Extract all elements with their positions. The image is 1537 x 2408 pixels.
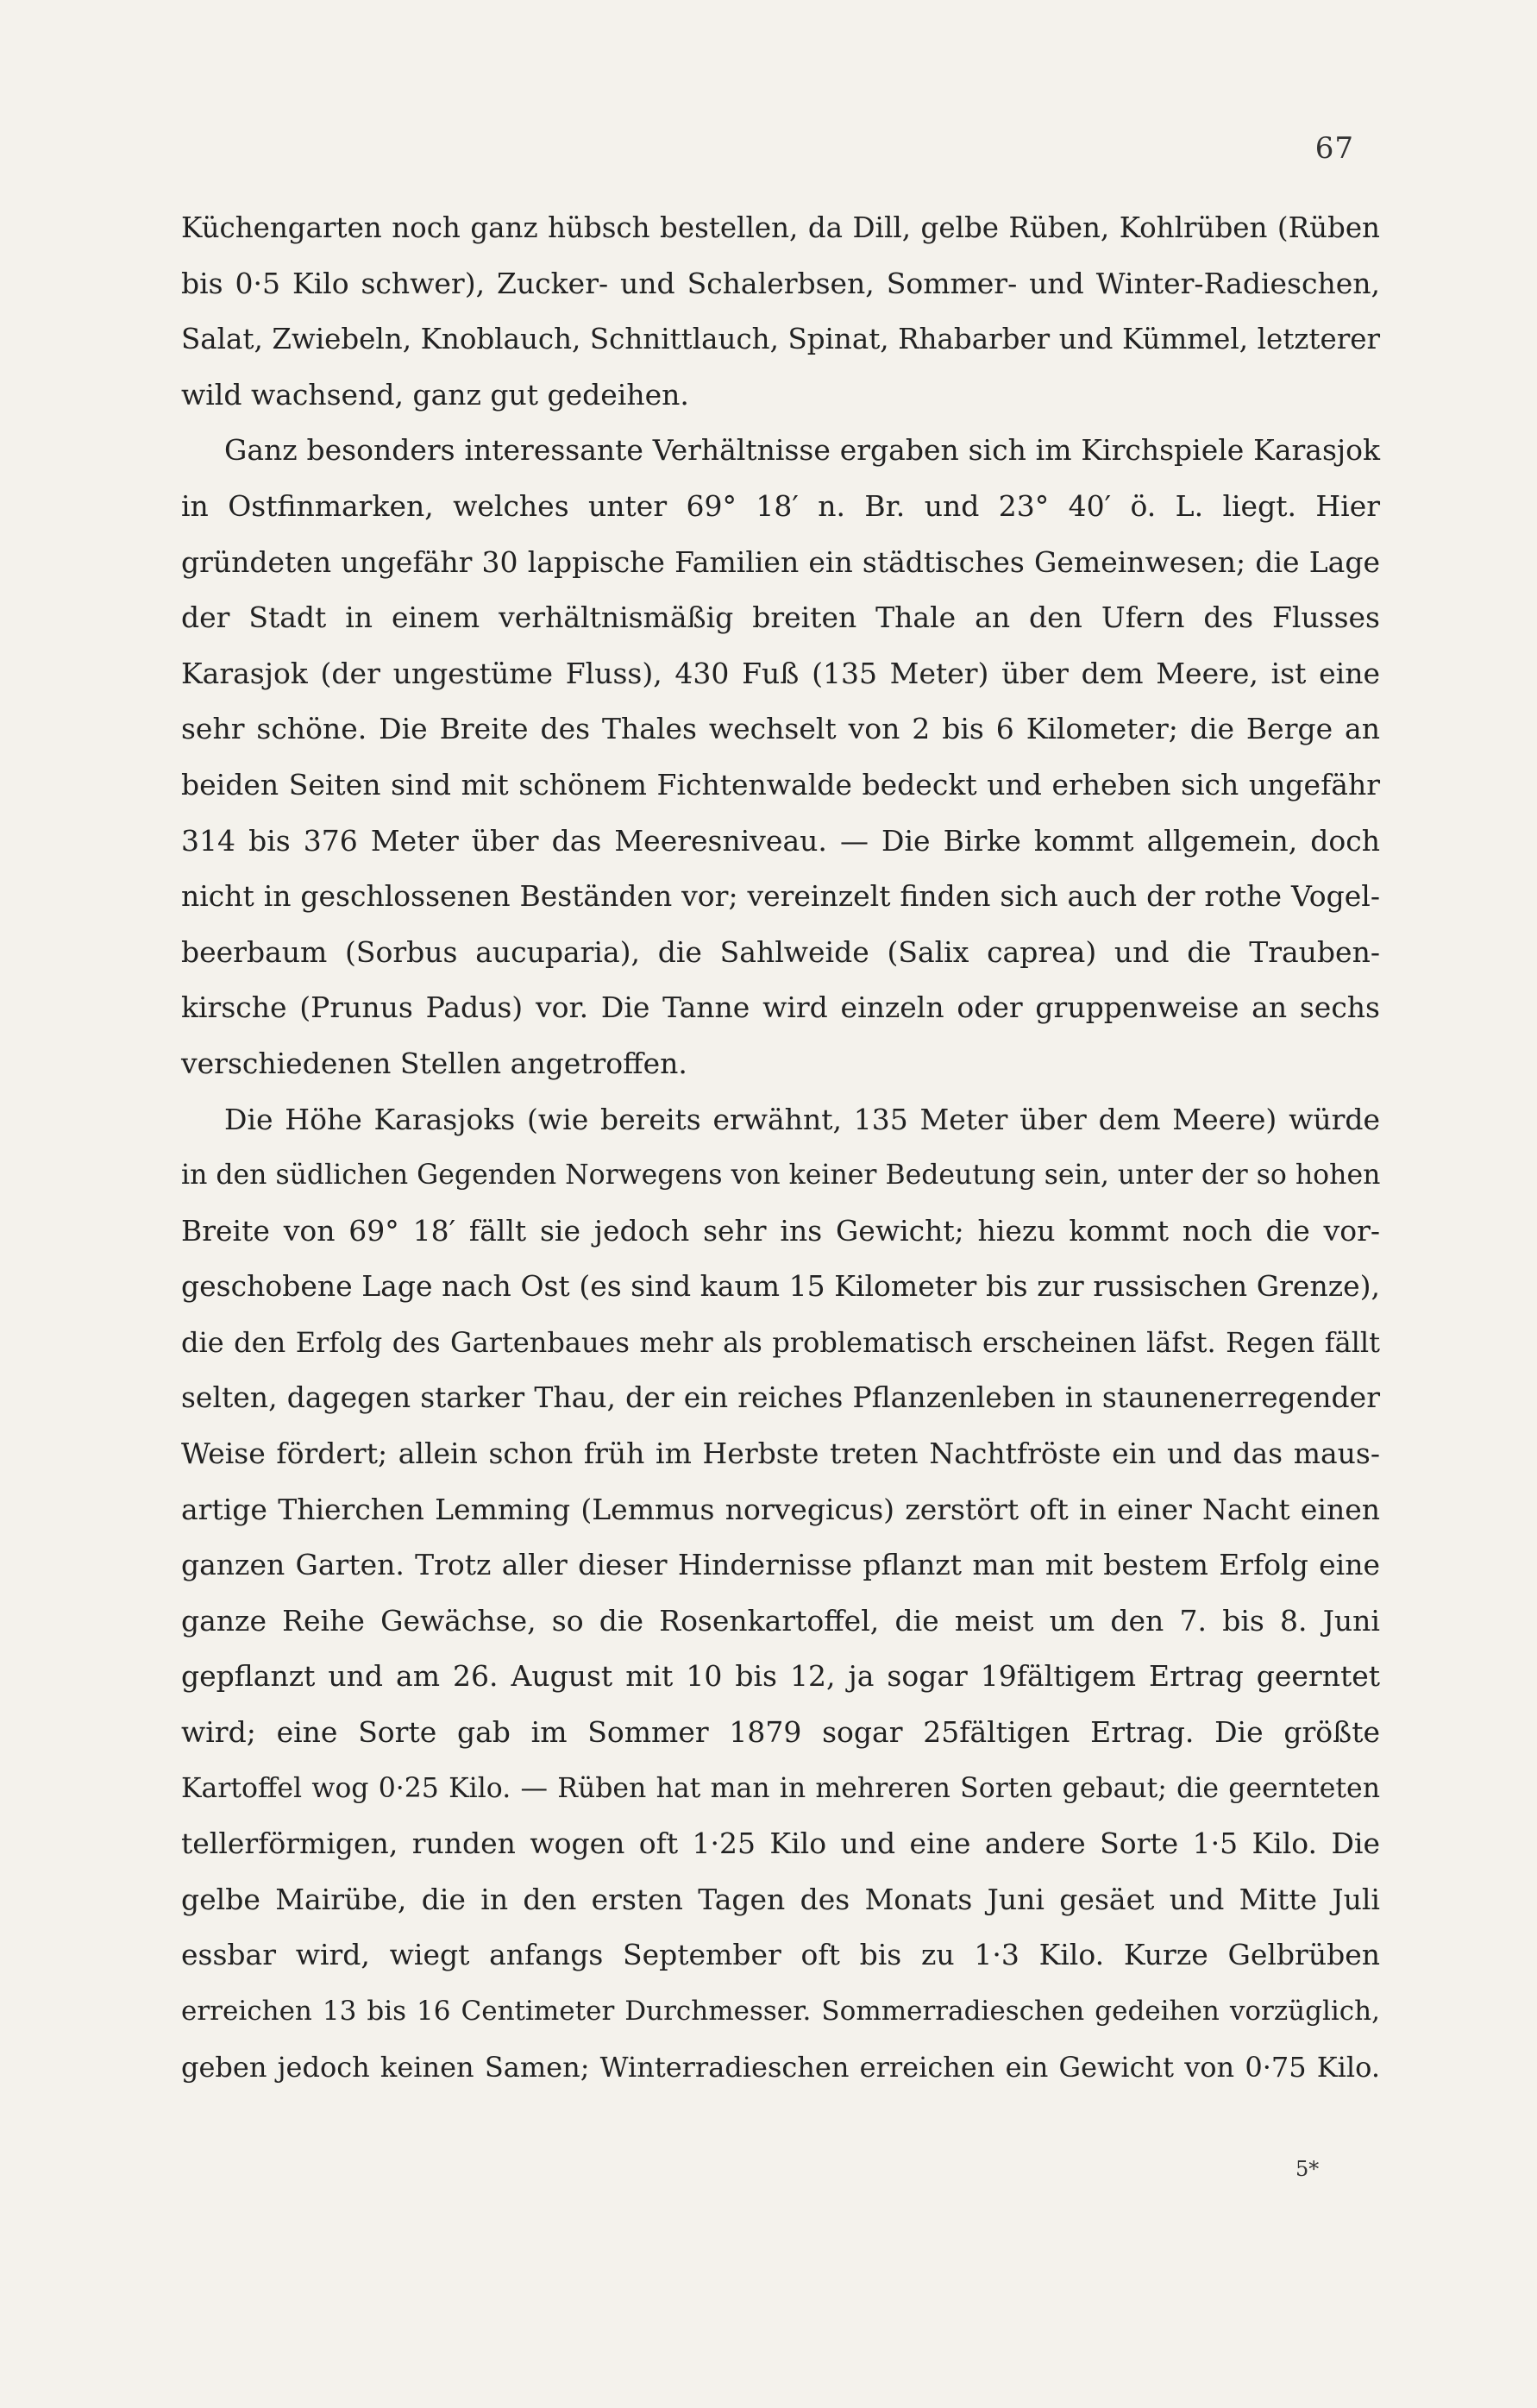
text-line: ganze Reihe Gewächse, so die Rosenkartoffel, die meist um den 7. bis 8. Juni [181,1603,1380,1638]
text-line: gründeten ungefähr 30 lappische Familien ein städtisches Gemeinwesen; die Lage [181,544,1380,579]
text-line: Salat, Zwiebeln, Knoblauch, Schnittlauch, Spinat, Rhabarber und Kümmel, letzterer [181,323,1380,356]
text-line: beiden Seiten sind mit schönem Fichtenwalde bedeckt und erheben sich ungefähr [181,767,1380,802]
body-text [181,200,1380,2095]
text-line: ganzen Garten. Trotz aller dieser Hindernisse pflanzt man mit bestem Erfolg eine [181,1548,1380,1582]
text-line: Ganz besonders interessante Verhältnisse ergaben sich im Kirchspiele Karasjok [224,433,1380,468]
text-line: nicht in geschlossenen Beständen vor; vereinzelt finden sich auch der rothe Vogel- [181,879,1380,914]
page-number: 67 [1314,131,1354,166]
text-line: artige Thierchen Lemming (Lemmus norvegicus) zerstört oft in einer Nacht einen [181,1492,1380,1526]
text-line: kirsche (Prunus Padus) vor. Die Tanne wird einzeln oder gruppenweise an sechs [181,990,1380,1025]
text-line: Breite von 69° 18′ fällt sie jedoch sehr ins Gewicht; hiezu kommt noch die vor- [181,1213,1380,1248]
text-line: in Ostfinmarken, welches unter 69° 18′ n. Br. und 23° 40′ ö. L. liegt. Hier [181,488,1380,523]
text-line: gelbe Mairübe, die in den ersten Tagen des Monats Juni gesäet und Mitte Juli [181,1882,1380,1916]
text-line: wild wachsend, ganz gut gedeihen. [181,377,689,412]
text-line: in den südlichen Gegenden Norwegens von keiner Bedeutung sein, unter der so hohen [181,1160,1381,1191]
text-line: essbar wird, wiegt anfangs September oft bis zu 1·3 Kilo. Kurze Gelbrüben [181,1938,1380,1972]
paragraph [181,1092,1380,2096]
text-line: erreichen 13 bis 16 Centimeter Durchmesser. Sommerradieschen gedeihen vorzüglich, [181,1996,1380,2027]
text-line: geben jedoch keinen Samen; Winterradieschen erreichen ein Gewicht von 0·75 Kilo. [181,2050,1380,2084]
text-line: 314 bis 376 Meter über das Meeresniveau. — Die Birke kommt allgemein, doch [181,823,1380,858]
text-line: beerbaum (Sorbus aucuparia), die Sahlweide (Salix caprea) und die Trauben- [181,934,1380,969]
text-line: gepflanzt und am 26. August mit 10 bis 12, ja sogar 19fältigem Ertrag geerntet [181,1659,1380,1694]
text-line: sehr schöne. Die Breite des Thales wechselt von 2 bis 6 Kilometer; die Berge an [181,712,1380,746]
text-line: bis 0·5 Kilo schwer), Zucker- und Schalerbsen, Sommer- und Winter-Radieschen, [181,266,1380,300]
text-line: Küchengarten noch ganz hübsch bestellen, da Dill, gelbe Rüben, Kohlrüben (Rüben [181,211,1380,244]
text-line: Weise fördert; allein schon früh im Herbste treten Nachtfröste ein und das maus- [181,1437,1380,1471]
text-line: Karasjok (der ungestüme Fluss), 430 Fuß (135 Meter) über dem Meere, ist eine [181,656,1380,690]
paragraph [181,200,1380,423]
text-line: die den Erfolg des Gartenbaues mehr als problematisch erscheinen läfst. Regen fällt [181,1325,1380,1359]
text-line: Die Höhe Karasjoks (wie bereits erwähnt, 135 Meter über dem Meere) würde [224,1102,1380,1136]
text-line: selten, dagegen starker Thau, der ein reiches Pflanzenleben in staunenerregender [181,1380,1380,1415]
text-line: geschobene Lage nach Ost (es sind kaum 15 Kilometer bis zur russischen Grenze), [181,1269,1380,1304]
text-line: der Stadt in einem verhältnismäßig breiten Thale an den Ufern des Flusses [181,600,1380,635]
text-line: verschiedenen Stellen angetroffen. [181,1046,687,1080]
signature-mark: 5* [1295,2157,1320,2181]
text-line: tellerförmigen, runden wogen oft 1·25 Kilo und eine andere Sorte 1·5 Kilo. Die [181,1826,1380,1861]
text-line: wird; eine Sorte gab im Sommer 1879 sogar 25fältigen Ertrag. Die größte [181,1715,1380,1750]
text-line: Kartoffel wog 0·25 Kilo. — Rüben hat man in mehreren Sorten gebaut; die geernteten [181,1772,1380,1804]
paragraph [181,423,1380,1091]
